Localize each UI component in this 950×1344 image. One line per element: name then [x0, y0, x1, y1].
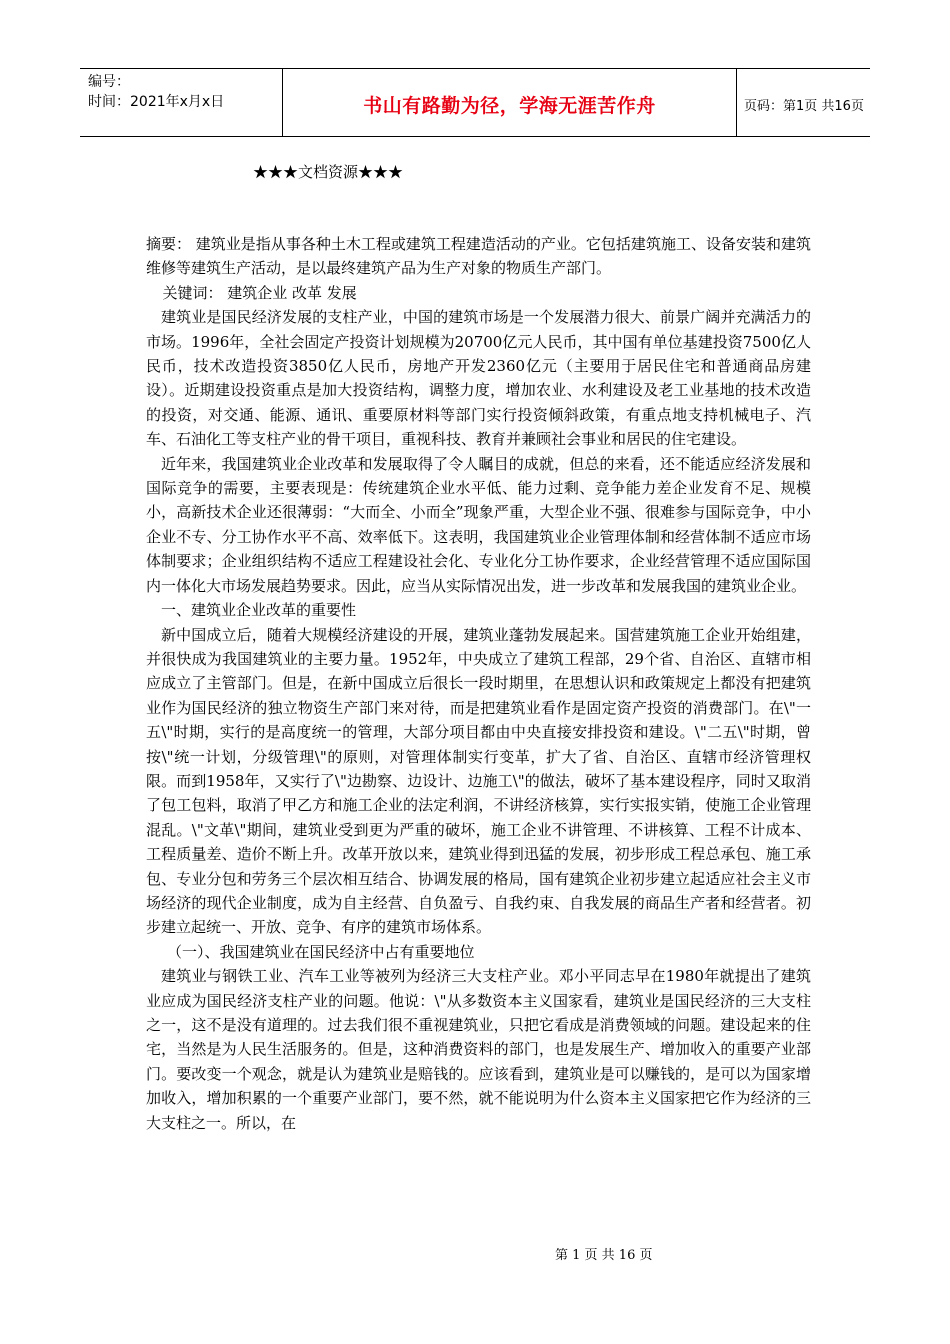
body-paragraph: 近年来，我国建筑业企业改革和发展取得了令人瞩目的成就，但总的来看，还不能适应经济发展和国际竞争的需要，主要表现是：传统建筑企业水平低、能力过剩、竞争能力差企业发育不足、规模小，高新技术企业还很薄弱：“大而全、小而全”现象严重，大型企业不强、很难参与国际竞争，中小企业不专、分工协作水平不高、效率低下。这表明，我国建筑业企业管理体制和经营体制不适应市场体制要求；企业组织结构不适应工程建设社会化、专业化分工协作要求，企业经营管理不适应国际国内一体化大市场发展趋势要求。因此，应当从实际情况出发，进一步改革和发展我国的建筑业企业。: [146, 454, 811, 595]
header-left-cell: [80, 69, 282, 136]
header-right-cell: [736, 69, 870, 136]
document-header: [80, 68, 870, 137]
document-body: [146, 232, 811, 1135]
document-number-label: 编号：: [88, 74, 130, 90]
document-resource-title: ★★★文档资源★★★: [253, 163, 404, 181]
document-date-label: 时间：2021年x月x日: [88, 94, 225, 110]
body-paragraph: 建筑业与钢铁工业、汽车工业等被列为经济三大支柱产业。邓小平同志早在1980年就提出了建筑业应成为国民经济支柱产业的问题。他说：\"从多数资本主义国家看，建筑业是国民经济的三大支柱之一，这不是没有道理的。过去我们很不重视建筑业，只把它看成是消费领域的问题。建设起来的住宅，当然是为人民生活服务的。但是，这种消费资料的部门，也是发展生产、增加收入的重要产业部门。要改变一个观念，就是认为建筑业是赔钱的。应该看到，建筑业是可以赚钱的，是可以为国家增加收入，增加积累的一个重要产业部门，要不然，就不能说明为什么资本主义国家把它作为经济的三大支柱之一。所以，在: [146, 967, 811, 1132]
subsection-heading: （一）、我国建筑业在国民经济中占有重要地位: [167, 942, 475, 961]
header-motto: 书山有路勤为径，学海无涯苦作舟: [363, 95, 656, 117]
header-middle-cell: [282, 69, 737, 136]
body-paragraph: 新中国成立后，随着大规模经济建设的开展，建筑业蓬勃发展起来。国营建筑施工企业开始组建，并很快成为我国建筑业的主要力量。1952年，中央成立了建筑工程部，29个省、自治区、直辖市相应成立了主管部门。但是，在新中国成立后很长一段时期里，在思想认识和政策规定上都没有把建筑业作为国民经济的独立物资生产部门来对待，而是把建筑业看作是固定资产投资的消费部门。在\"一五\"时期，实行的是高度统一的管理，大部分项目都由中央直接安排投资和建设。\"二五\"时期，曾按\"统一计划，分级管理\"的原则，对管理体制实行变革，扩大了省、自治区、直辖市经济管理权限。而到1958年，又实行了\"边勘察、边设计、边施工\"的做法，破坏了基本建设程序，同时又取消了包工包料，取消了甲乙方和施工企业的法定利润，不讲经济核算，实行实报实销，使施工企业管理混乱。\"文革\"期间，建筑业受到更为严重的破坏，施工企业不讲管理、不讲核算、工程不计成本、工程质量差、造价不断上升。改革开放以来，建筑业得到迅猛的发展，初步形成工程总承包、施工承包、专业分包和劳务三个层次相互结合、协调发展的格局，国有建筑企业初步建立起适应社会主义市场经济的现代企业制度，成为自主经营、自负盈亏、自我约束、自我发展的商品生产者和经营者。初步建立起统一、开放、竞争、有序的建筑市场体系。: [146, 625, 811, 937]
abstract-paragraph: 摘要： 建筑业是指从事各种土木工程或建筑工程建造活动的产业。它包括建筑施工、设备安装和建筑维修等建筑生产活动，是以最终建筑产品为生产对象的物质生产部门。: [146, 235, 811, 278]
page-footer: 第 1 页 共 16 页: [555, 1248, 653, 1263]
body-paragraph: 建筑业是国民经济发展的支柱产业，中国的建筑市场是一个发展潜力很大、前景广阔并充满活力的市场。1996年，全社会固定产投资计划规模为20700亿元人民币，其中国有单位基建投资7500亿人民币，技术改造投资3850亿人民币，房地产开发2360亿元（主要用于居民住宅和普通商品房建设）。近期建设投资重点是加大投资结构，调整力度，增加农业、水利建设及老工业基地的技术改造的投资，对交通、能源、通讯、重要原材料等部门实行投资倾斜政策，有重点地支持机械电子、汽车、石油化工等支柱产业的骨干项目，重视科技、教育并兼顾社会事业和居民的住宅建设。: [146, 308, 811, 449]
section-heading: 一、建筑业企业改革的重要性: [161, 601, 357, 620]
header-page-info: 页码：第1页 共16页: [744, 99, 864, 114]
keywords-paragraph: 关键词： 建筑企业 改革 发展: [162, 283, 357, 302]
